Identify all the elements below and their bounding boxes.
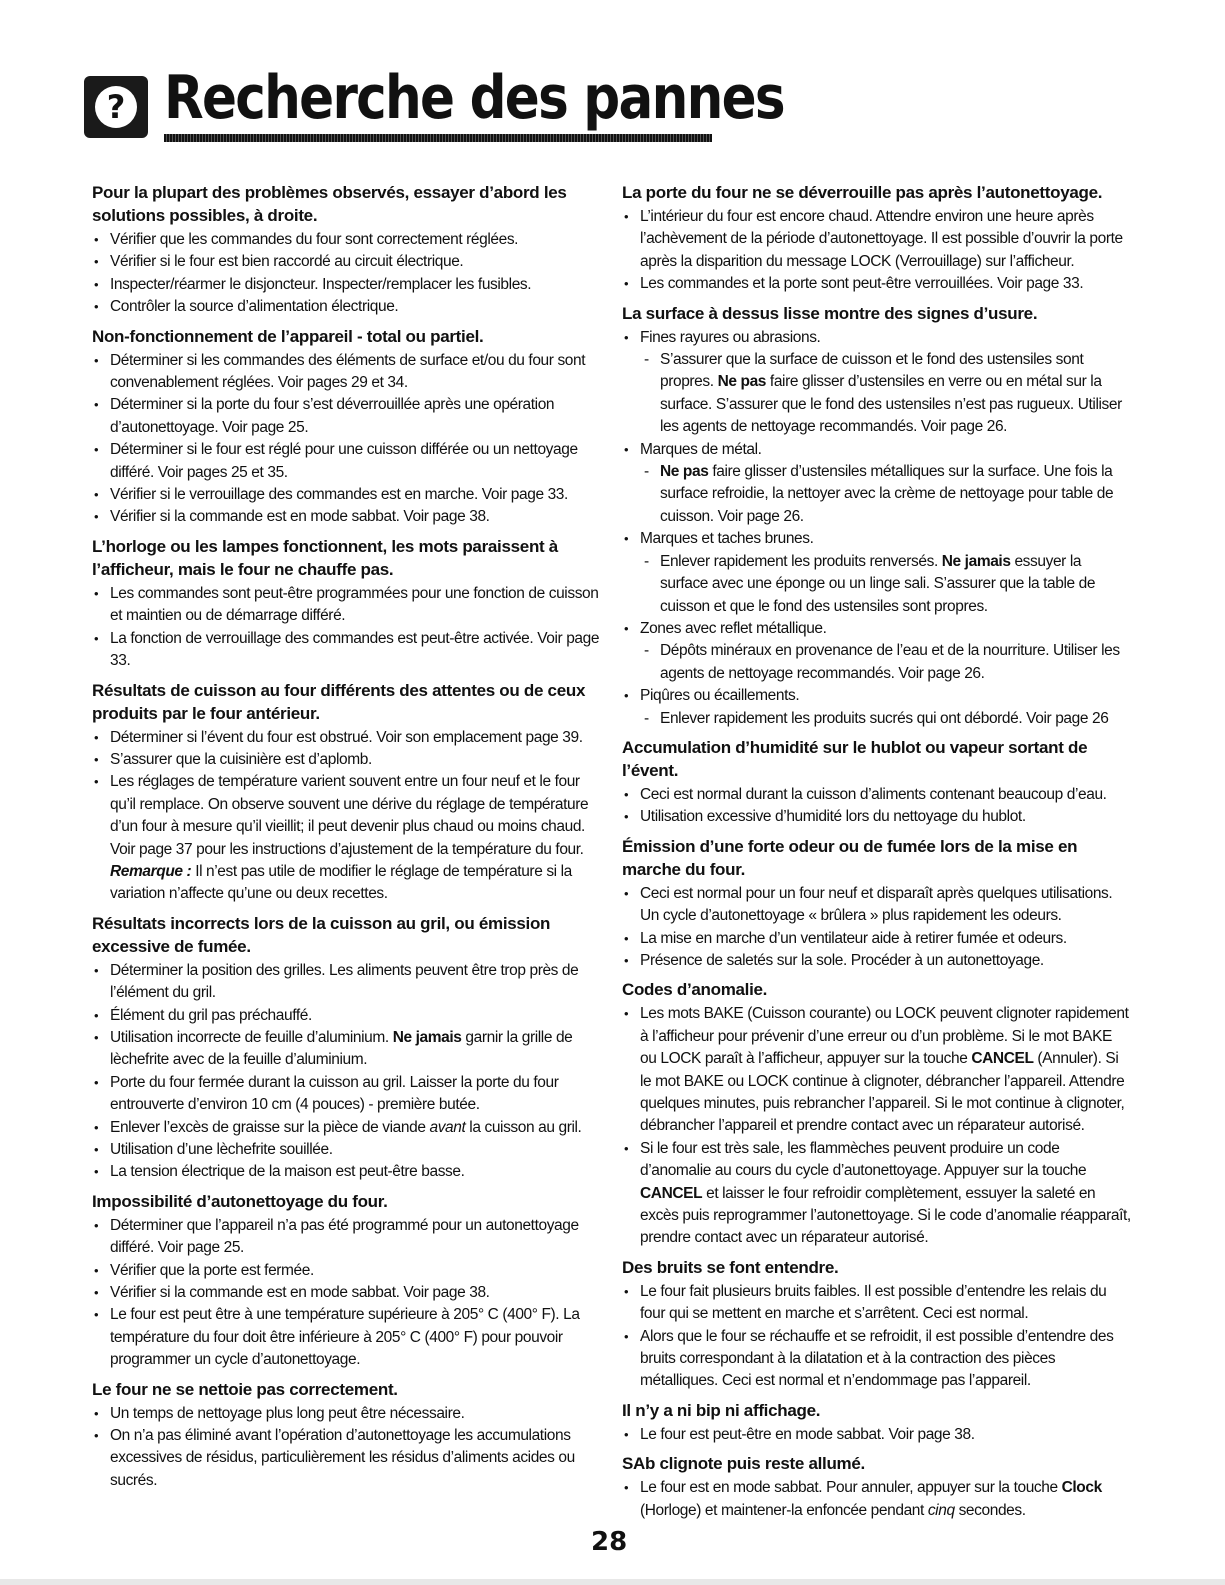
item-text: (Annuler). Si le mot BAKE ou LOCK continue à clignoter, débrancher l’appareil. Attendre quelques minutes, puis rebrancher l’appareil. Si le mot continue à clignoter, débrancher l’appareil et prendre contact avec un réparateur autorisé. (640, 1050, 1125, 1135)
list-item: • Vérifier que la porte est fermée. (92, 1260, 602, 1282)
list-item: • Zones avec reflet métallique. (622, 618, 1132, 640)
item-text: Enlever l’excès de graisse sur la pièce de viande (110, 1118, 430, 1136)
section-clock (92, 535, 602, 673)
section-title: Résultats incorrects lors de la cuisson au gril, ou émission excessive de fumée. (92, 913, 551, 956)
section-title: Des bruits se font entendre. (622, 1257, 839, 1277)
item-text: secondes. (954, 1501, 1026, 1519)
list-item: • Vérifier si la commande est en mode sabbat. Voir page 38. (92, 1282, 602, 1304)
list-item: • Vérifier si le four est bien raccordé au circuit électrique. (92, 251, 602, 273)
page-bottom-edge (0, 1579, 1225, 1585)
list-item: • Utilisation d’une lèchefrite souillée. (92, 1139, 602, 1161)
section-title: Le four ne se nettoie pas correctement. (92, 1379, 398, 1399)
list-item (92, 1027, 602, 1072)
item-text: la cuisson au gril. (465, 1118, 582, 1136)
item-text: faire glisser d’ustensiles en verre ou en métal sur la surface. S’assurer que le fond des ustensiles n’est pas rugueux. Utiliser les agents de nettoyage recommandés. Voir page 26. (660, 373, 1122, 436)
list-item: • Porte du four fermée durant la cuisson au gril. Laisser la porte du four entrouverte d’environ 10 cm (4 pouces) - première butée. (92, 1072, 602, 1117)
item-text: Enlever rapidement les produits renversés. (660, 552, 942, 570)
item-text: essuyer la surface avec une éponge ou un linge sali. S’assurer que la table de cuisson et que le fond des ustensiles sont propres. (660, 552, 1096, 615)
item-text: et laisser le four refroidir complètement, essuyer la saleté en excès puis reprogrammer l’autonettoyage. Si le code d’anomalie réapparaît, prendre contact avec un réparateur autorisé. (640, 1184, 1131, 1247)
section-title: SAb clignote puis reste allumé. (622, 1454, 865, 1474)
emphasis: Ne jamais (941, 552, 1011, 570)
list-item: • Marques de métal. (622, 439, 1132, 461)
section-title: Il n’y a ni bip ni affichage. (622, 1400, 821, 1420)
emphasis: CANCEL (640, 1184, 703, 1202)
list-item: • La tension électrique de la maison est peut-être basse. (92, 1161, 602, 1183)
item-text: Si le four est très sale, les flammèches peuvent produire un code d’anomalie au cours du cycle d’autonettoyage. Appuyer sur la touche (640, 1139, 1087, 1180)
emphasis: CANCEL (971, 1050, 1034, 1068)
list-item: • Élément du gril pas préchauffé. (92, 1005, 602, 1027)
item-text: garnir la grille de lèchefrite avec de la feuille d’aluminium. (110, 1028, 573, 1069)
item-text: Le four est en mode sabbat. Pour annuler, appuyer sur la touche (640, 1479, 1062, 1497)
list-item: • Marques et taches brunes. (622, 528, 1132, 550)
list-item: • Fines rayures ou abrasions. (622, 327, 1132, 349)
section-surface (622, 302, 1132, 730)
sub-item (622, 461, 1132, 528)
section-smoke (622, 835, 1132, 973)
list-item: • Inspecter/réarmer le disjoncteur. Inspecter/remplacer les fusibles. (92, 274, 602, 296)
left-column (92, 181, 602, 1498)
list-item: • Contrôler la source d’alimentation électrique. (92, 296, 602, 318)
list-item: • Déterminer si la porte du four s’est déverrouillée après une opération d’autonettoyage. Voir page 25. (92, 394, 602, 439)
list-item: • Ceci est normal durant la cuisson d’aliments contenant beaucoup d’eau. (622, 784, 1132, 806)
list-item: • Déterminer si l’évent du four est obstrué. Voir son emplacement page 39. (92, 727, 602, 749)
sub-item: - Dépôts minéraux en provenance de l’eau et de la nourriture. Utiliser les agents de nettoyage recommandés. Voir page 26. (622, 640, 1132, 685)
sub-item (622, 551, 1132, 618)
list-item: • Les commandes et la porte sont peut-être verrouillées. Voir page 33. (622, 273, 1132, 295)
page-title: Recherche des pannes (164, 63, 784, 133)
list-item (92, 1117, 602, 1139)
section-noises (622, 1256, 1132, 1393)
section-title: Codes d’anomalie. (622, 980, 768, 1000)
section-door (622, 181, 1132, 296)
list-item: • Déterminer que l’appareil n’a pas été programmé pour un autonettoyage différé. Voir page 25. (92, 1215, 602, 1260)
list-item: • Un temps de nettoyage plus long peut être nécessaire. (92, 1403, 602, 1425)
section-title: Émission d’une forte odeur ou de fumée lors de la mise en marche du four. (622, 836, 1078, 879)
section-baking-results (92, 679, 602, 906)
right-column (622, 181, 1132, 1528)
section-sabbath (622, 1452, 1132, 1522)
section-title: Impossibilité d’autonettoyage du four. (92, 1191, 388, 1211)
list-item: • Déterminer la position des grilles. Les aliments peuvent être trop près de l’élément du gril. (92, 960, 602, 1005)
list-item: • Vérifier si la commande est en mode sabbat. Voir page 38. (92, 506, 602, 528)
item-text: (Horloge) et maintener-la enfoncée pendant (640, 1501, 928, 1519)
item-text: S’assurer que la surface de cuisson et le fond des ustensiles sont propres. (660, 351, 1084, 391)
emphasis: avant (429, 1118, 466, 1136)
emphasis: Ne pas (717, 373, 767, 391)
list-item: • Déterminer si les commandes des éléments de surface et/ou du four sont convenablement réglées. Voir pages 29 et 34. (92, 350, 602, 395)
section-no-beep (622, 1399, 1132, 1446)
list-item: • Déterminer si le four est réglé pour une cuisson différée ou un nettoyage différé. Voir pages 25 et 35. (92, 439, 602, 484)
list-item: • Présence de saletés sur la sole. Procéder à un autonettoyage. (622, 950, 1132, 972)
emphasis: Ne pas (660, 463, 709, 481)
question-mark-icon: ? (84, 76, 148, 138)
section-title: La porte du four ne se déverrouille pas après l’autonettoyage. (622, 183, 1103, 202)
item-text: faire glisser d’ustensiles métalliques sur la surface. Une fois la surface refroidie, la nettoyer avec la crème de nettoyage pour table de cuisson. Voir page 26. (660, 463, 1114, 525)
list-item: • Le four est peut être à une température supérieure à 205° C (400° F). La température du four doit être inférieure à 205° C (400° F) pour pouvoir programmer un cycle d’autonettoyage. (92, 1304, 602, 1371)
emphasis: cinq (927, 1501, 955, 1519)
emphasis: Clock (1061, 1479, 1102, 1497)
list-item: • Piqûres ou écaillements. (622, 685, 1132, 707)
sub-item (622, 349, 1132, 439)
section-title: Pour la plupart des problèmes observés, essayer d’abord les solutions possibles, à droite. (92, 183, 567, 225)
section-title: La surface à dessus lisse montre des signes d’usure. (622, 303, 1038, 323)
section-general (92, 181, 602, 319)
note-text: Il n’est pas utile de modifier le réglage de température si la variation n’affecte qu’une ou deux recettes. (110, 862, 572, 903)
page-header (84, 62, 784, 144)
list-item (92, 771, 602, 905)
list-item: • On n’a pas éliminé avant l’opération d’autonettoyage les accumulations excessives de résidus, particulièrement les résidus d’aliments acides ou sucrés. (92, 1425, 602, 1492)
list-item: • L’intérieur du four est encore chaud. Attendre environ une heure après l’achèvement de la période d’autonettoyage. Il est possible d’ouvrir la porte après la disparition du message LOCK (Verrouillage) sur l’afficheur. (622, 206, 1132, 273)
list-item (622, 1003, 1132, 1137)
list-item (622, 1138, 1132, 1250)
list-item: • La fonction de verrouillage des commandes est peut-être activée. Voir page 33. (92, 628, 602, 673)
note-label: Remarque : (110, 862, 192, 880)
list-item: • Vérifier que les commandes du four sont correctement réglées. (92, 229, 602, 251)
list-item: • Les commandes sont peut-être programmées pour une fonction de cuisson et maintien ou de démarrage différé. (92, 583, 602, 628)
section-broil (92, 912, 602, 1184)
title-underline (164, 134, 712, 142)
sub-item: - Enlever rapidement les produits sucrés qui ont débordé. Voir page 26 (622, 708, 1132, 730)
list-item: • La mise en marche d’un ventilateur aide à retirer fumée et odeurs. (622, 928, 1132, 950)
section-clean-poor (92, 1378, 602, 1493)
section-self-clean-impossible (92, 1190, 602, 1372)
section-title: Non-fonctionnement de l’appareil - total ou partiel. (92, 326, 484, 346)
section-non-function (92, 325, 602, 529)
list-item: • Vérifier si le verrouillage des commandes est en marche. Voir page 33. (92, 484, 602, 506)
section-title: Accumulation d’humidité sur le hublot ou vapeur sortant de l’évent. (622, 737, 1088, 780)
page-number: 28 (591, 1527, 628, 1557)
list-item: • Utilisation excessive d’humidité lors du nettoyage du hublot. (622, 806, 1132, 828)
list-item: • Ceci est normal pour un four neuf et disparaît après quelques utilisations. Un cycle d’autonettoyage « brûlera » plus rapidement les odeurs. (622, 883, 1132, 928)
item-text: Utilisation incorrecte de feuille d’aluminium. (110, 1028, 393, 1046)
section-title: L’horloge ou les lampes fonctionnent, les mots paraissent à l’afficheur, mais le four ne chauffe pas. (92, 536, 558, 579)
list-item: • Le four est peut-être en mode sabbat. Voir page 38. (622, 1424, 1132, 1446)
list-item: • S’assurer que la cuisinière est d’aplomb. (92, 749, 602, 771)
list-item: • Le four fait plusieurs bruits faibles. Il est possible d’entendre les relais du four qui se mettent en marche et s’arrêtent. Ceci est normal. (622, 1281, 1132, 1326)
list-item: • Alors que le four se réchauffe et se refroidit, il est possible d’entendre des bruits correspondant à la dilatation et à la contraction des pièces métalliques. Ceci est normal et n’endommage pas l’appareil. (622, 1326, 1132, 1393)
emphasis: Ne jamais (392, 1028, 462, 1046)
item-text: Les mots BAKE (Cuisson courante) ou LOCK peuvent clignoter rapidement à l’afficheur pour prévenir d’une erreur ou d’un problème. Si le mot BAKE ou LOCK paraît à l’afficheur, appuyer sur la touche (640, 1005, 1129, 1068)
list-item (622, 1477, 1132, 1522)
section-title: Résultats de cuisson au four différents des attentes ou de ceux produits par le four antérieur. (92, 680, 586, 723)
item-text: Les réglages de température varient souvent entre un four neuf et le four qu’il remplace. On observe souvent une dérive du réglage de température d’un four à mesure qu’il vieillit; il peut devenir plus chaud ou moins chaud. Voir page 37 pour les instructions d’ajustement de la température du four. (110, 773, 589, 858)
section-error-codes (622, 978, 1132, 1249)
section-moisture (622, 736, 1132, 829)
